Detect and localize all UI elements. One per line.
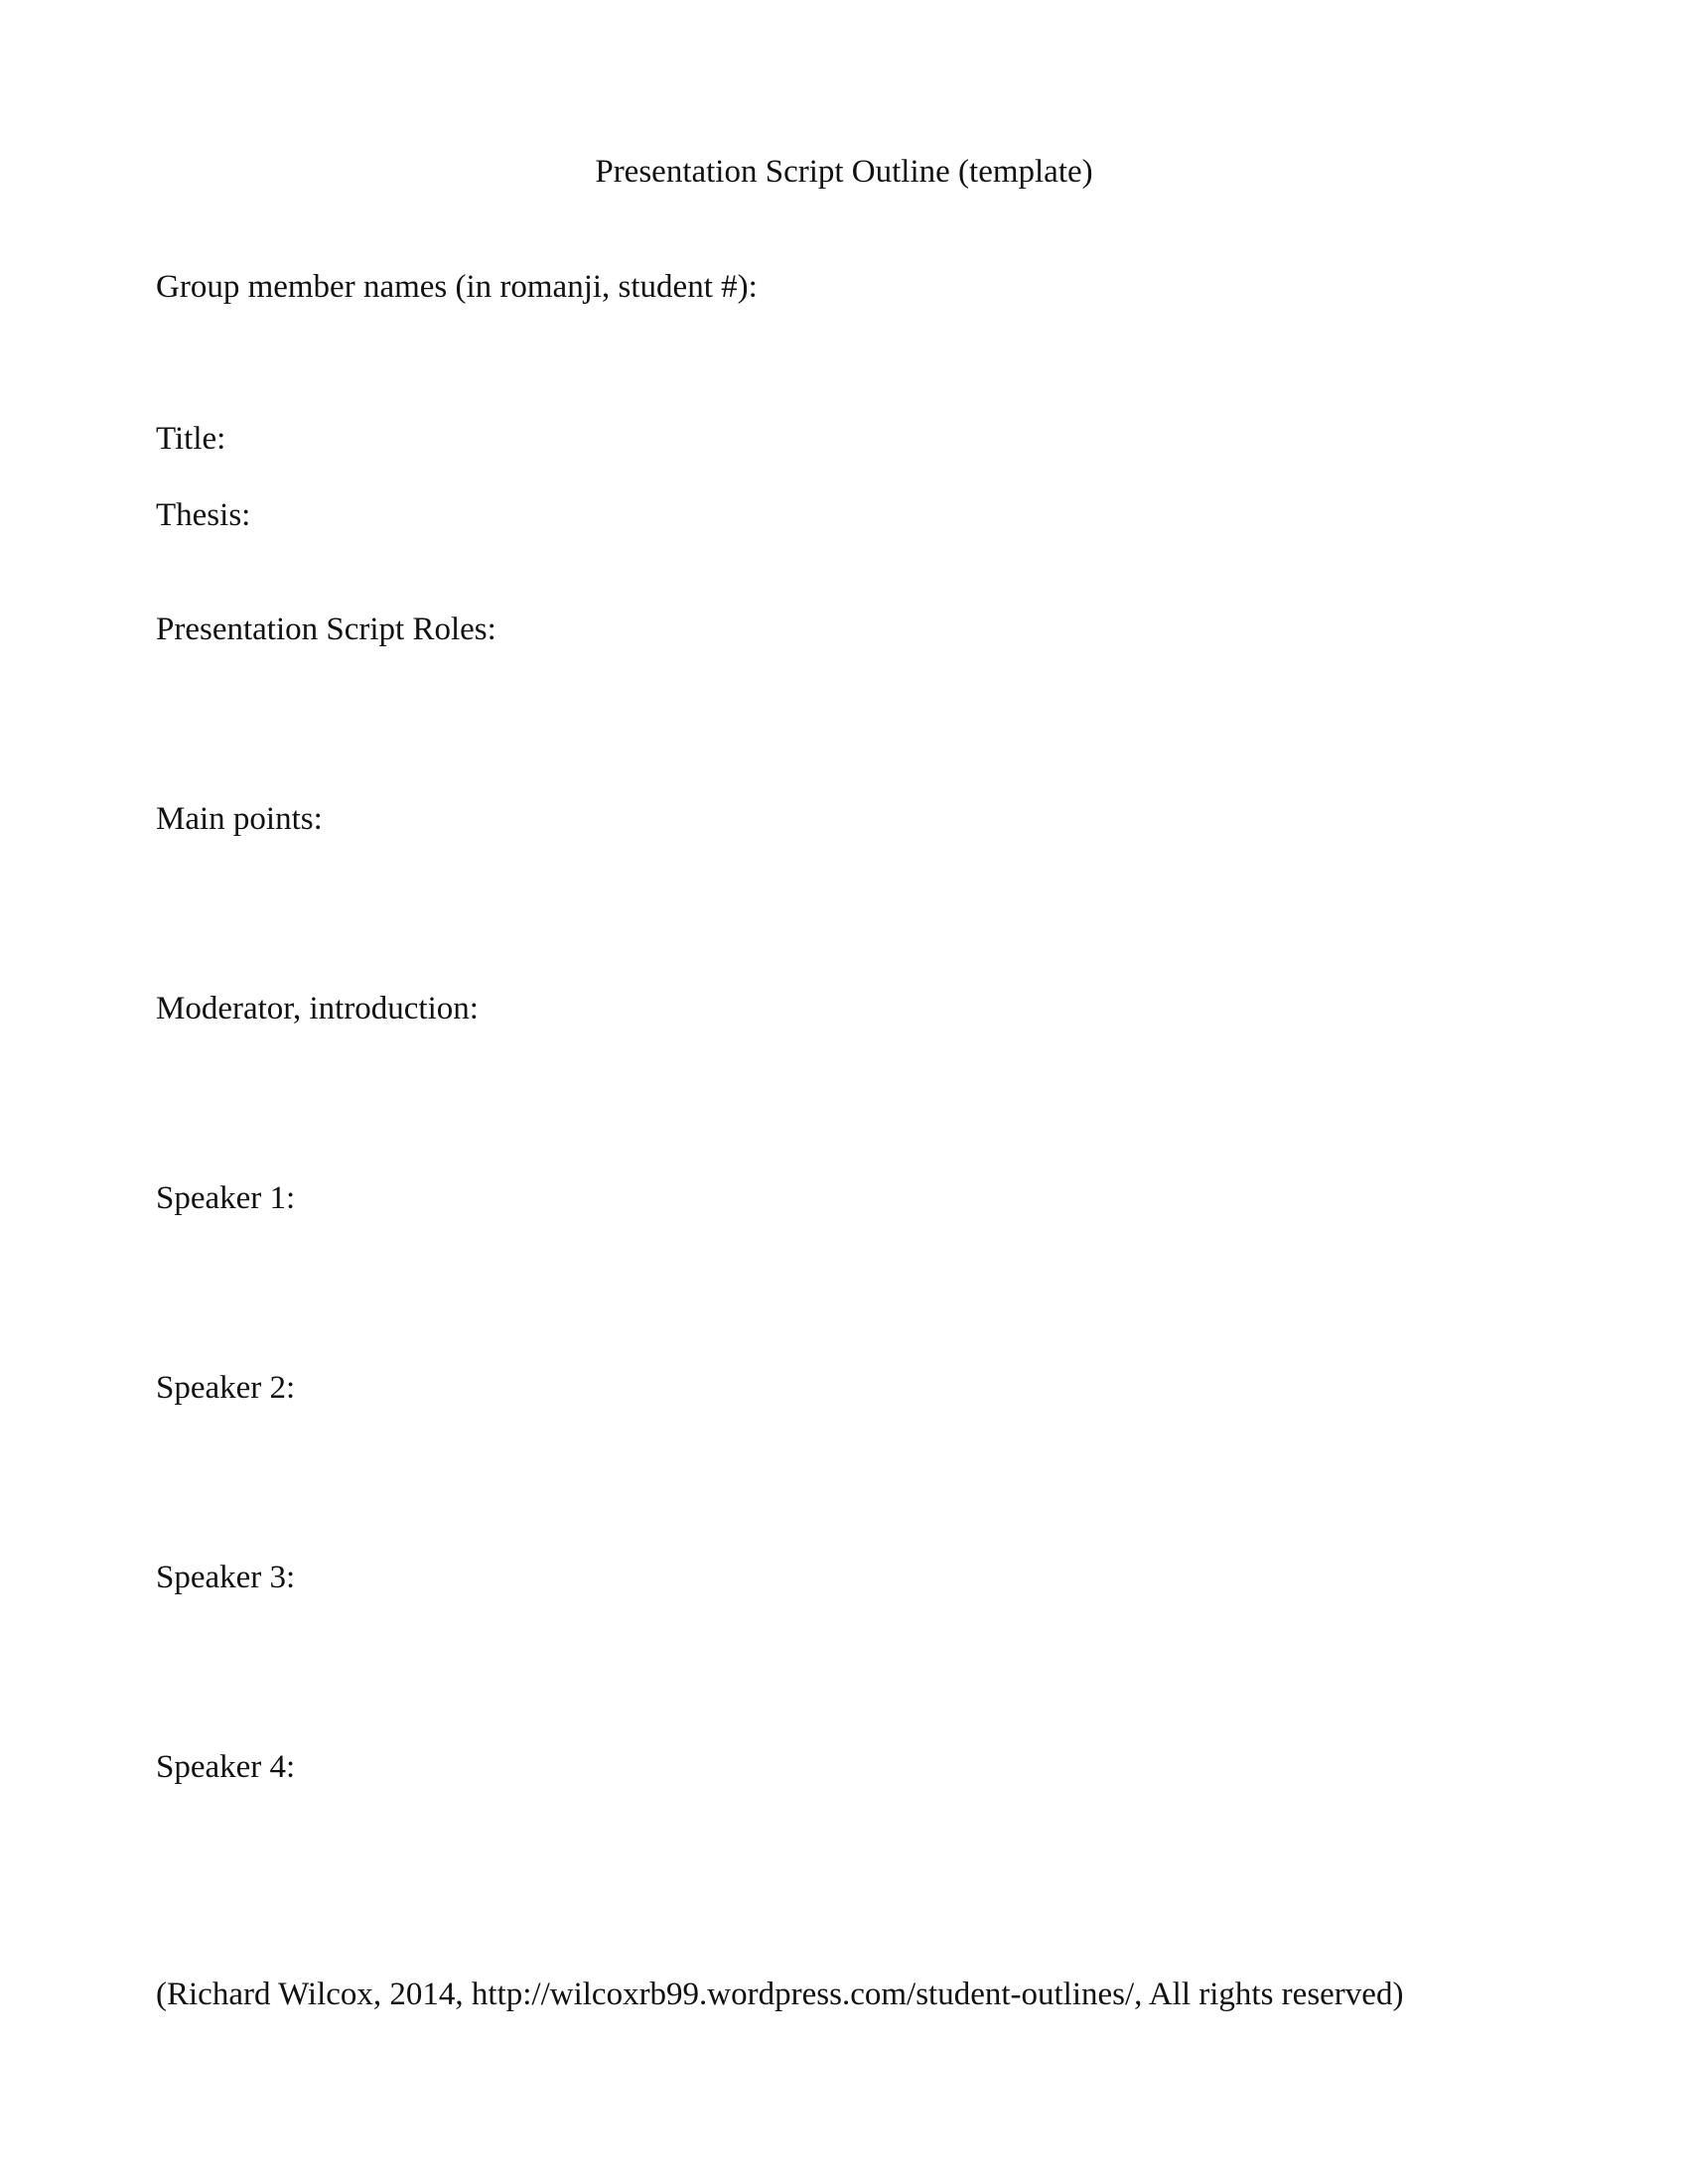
main-points-label: Main points: (156, 801, 323, 837)
thesis-label: Thesis: (156, 497, 251, 533)
moderator-label: Moderator, introduction: (156, 991, 479, 1026)
title-label: Title: (156, 421, 226, 457)
speaker-3-label: Speaker 3: (156, 1560, 296, 1595)
group-members-label: Group member names (in romanji, student #): (156, 269, 758, 305)
copyright-credit: (Richard Wilcox, 2014, http://wilcoxrb99.wordpress.com/student-outlines/, All rights reserved) (156, 1977, 1404, 2012)
script-roles-heading: Presentation Script Roles: (156, 612, 496, 647)
speaker-2-label: Speaker 2: (156, 1370, 296, 1406)
speaker-4-label: Speaker 4: (156, 1749, 296, 1785)
document-title: Presentation Script Outline (template) (595, 154, 1093, 190)
speaker-1-label: Speaker 1: (156, 1180, 296, 1216)
